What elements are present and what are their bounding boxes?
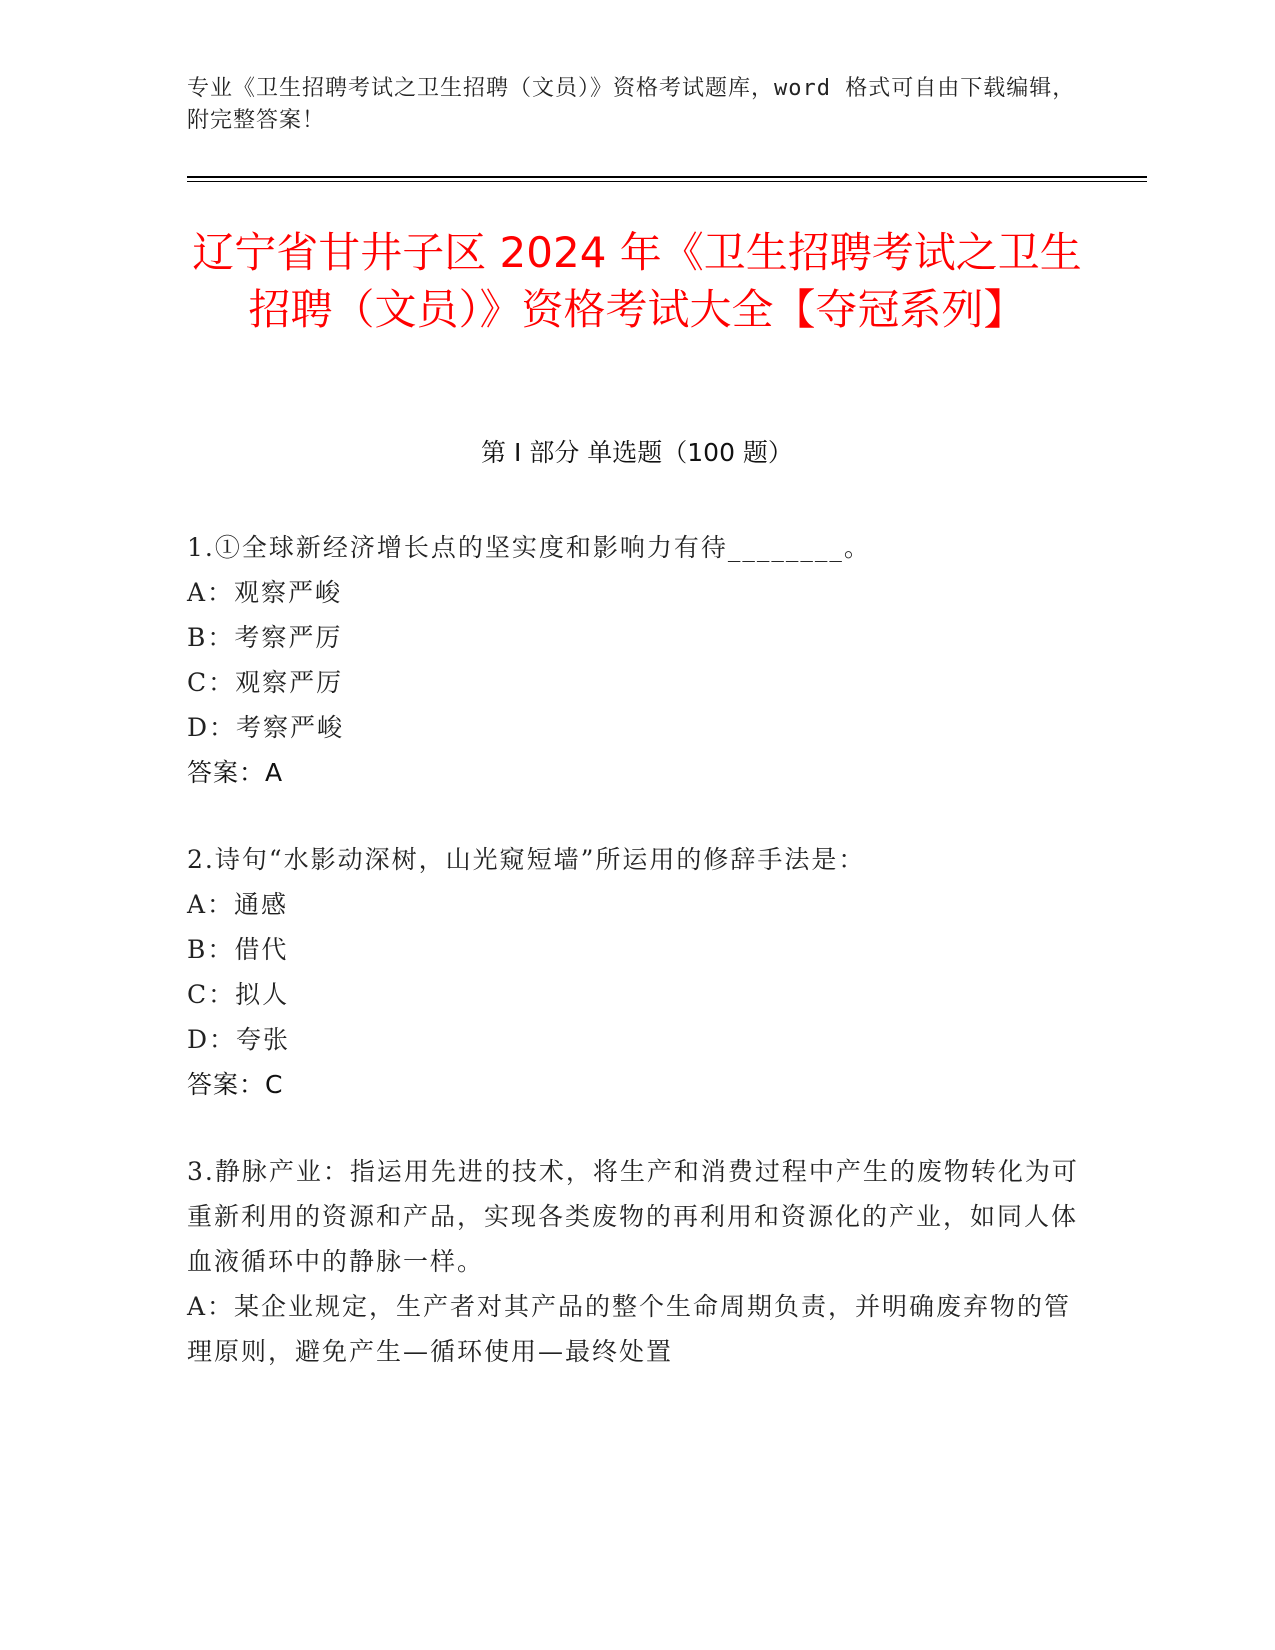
section-heading: 第 I 部分 单选题（100 题） <box>481 438 793 467</box>
option-c: C：拟人 <box>187 980 290 1009</box>
question-2 <box>187 837 1087 1107</box>
option-b: B：借代 <box>187 935 289 964</box>
question-stem: 3.静脉产业：指运用先进的技术，将生产和消费过程中产生的废物转化为可重新利用的资源和产品，实现各类废物的再利用和资源化的产业，如同人体血液循环中的静脉一样。 <box>187 1157 1079 1276</box>
header-note: 专业《卫生招聘考试之卫生招聘（文员）》资格考试题库，word 格式可自由下载编辑，附完整答案！ <box>187 76 1076 133</box>
header-divider-thick <box>187 176 1147 178</box>
header-divider-thin <box>187 181 1147 182</box>
question-stem: 1.①全球新经济增长点的坚实度和影响力有待________。 <box>187 533 871 562</box>
question-list <box>187 525 1087 1416</box>
option-d: D：考察严峻 <box>187 713 345 742</box>
question-1 <box>187 525 1087 795</box>
answer: 答案：C <box>187 1070 284 1099</box>
question-3 <box>187 1149 1087 1374</box>
option-a: A：通感 <box>187 890 289 919</box>
question-stem: 2.诗句“水影动深树，山光窥短墙”所运用的修辞手法是： <box>187 845 866 874</box>
option-a: A：某企业规定，生产者对其产品的整个生命周期负责，并明确废弃物的管理原则，避免产生—循环使用—最终处置 <box>187 1292 1072 1366</box>
document-title: 辽宁省甘井子区 2024 年《卫生招聘考试之卫生招聘（文员）》资格考试大全【夺冠系列】 <box>192 228 1082 334</box>
answer: 答案：A <box>187 758 284 787</box>
option-b: B：考察严厉 <box>187 623 343 652</box>
option-d: D：夸张 <box>187 1025 291 1054</box>
option-a: A：观察严峻 <box>187 578 343 607</box>
option-c: C：观察严厉 <box>187 668 344 697</box>
